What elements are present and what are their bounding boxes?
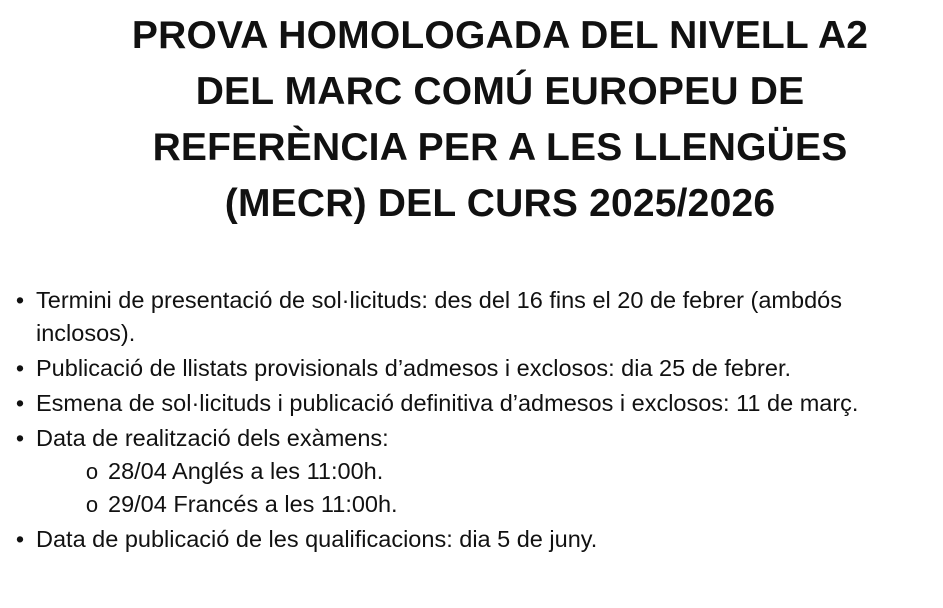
info-list <box>8 284 938 558</box>
bullet-icon: • <box>15 355 25 381</box>
title-line-2: DEL MARC COMÚ EUROPEU DE <box>195 70 805 113</box>
list-item-text: Publicació de llistats provisionals d’admesos i exclosos: dia 25 de febrer. <box>36 355 792 381</box>
title-line-3: REFERÈNCIA PER A LES LLENGÜES <box>152 126 848 169</box>
exam-dates-sublist <box>36 455 938 521</box>
list-item-text: Data de realització dels exàmens: <box>36 425 389 451</box>
bullet-icon: • <box>15 425 25 451</box>
sublist-item-french-exam <box>36 488 938 521</box>
list-item-results-publication <box>8 523 938 556</box>
title-line-4: (MECR) DEL CURS 2025/2026 <box>224 182 776 225</box>
sublist-item-english-exam <box>36 455 938 488</box>
bullet-icon: • <box>15 390 25 416</box>
page-title <box>60 8 940 232</box>
list-item-definitive-lists <box>8 387 938 420</box>
sublist-item-text: 28/04 Anglés a les 11:00h. <box>108 458 384 484</box>
sub-bullet-icon: o <box>85 492 99 517</box>
list-item-text: Data de publicació de les qualificacions: dia 5 de juny. <box>36 526 598 552</box>
list-item-text: Esmena de sol·licituds i publicació definitiva d’admesos i exclosos: 11 de març. <box>36 390 859 416</box>
list-item-application-period <box>8 284 938 350</box>
bullet-icon: • <box>15 526 25 552</box>
sublist-item-text: 29/04 Francés a les 11:00h. <box>108 491 398 517</box>
title-line-1: PROVA HOMOLOGADA DEL NIVELL A2 <box>131 14 869 57</box>
list-item-exam-dates <box>8 422 938 521</box>
sub-bullet-icon: o <box>85 459 99 484</box>
list-item-provisional-lists <box>8 352 938 385</box>
bullet-icon: • <box>15 287 25 313</box>
list-item-text: Termini de presentació de sol·licituds: des del 16 fins el 20 de febrer (ambdós inclosos). <box>36 287 842 346</box>
